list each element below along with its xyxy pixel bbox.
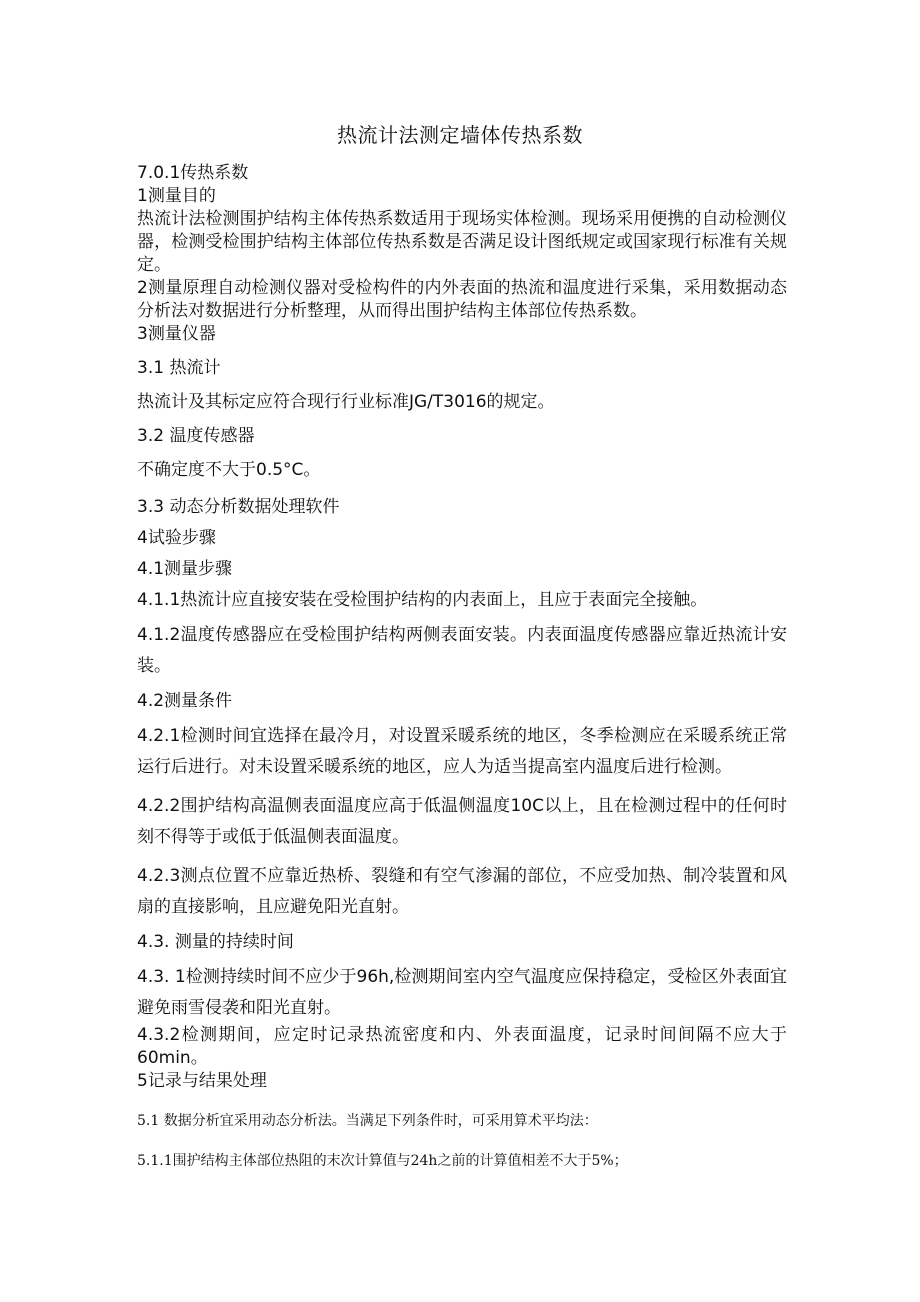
document-body	[137, 162, 787, 1171]
paragraph-2: 2测量原理自动检测仪器对受检构件的内外表面的热流和温度进行采集，采用数据动态分析法对数据进行分析整理，从而得出围护结构主体部位传热系数。	[137, 278, 787, 321]
paragraph-4: 4试验步骤	[137, 528, 216, 548]
paragraph-5-1: 5.1 数据分析宜采用动态分析法。当满足下列条件时，可采用算术平均法：	[137, 1113, 598, 1129]
paragraph-4-3: 4.3. 测量的持续时间	[137, 932, 294, 952]
paragraph-3-2: 3.2 温度传感器	[137, 426, 255, 446]
paragraph-4-2-2: 4.2.2围护结构高温侧表面温度应高于低温侧温度10C以上，且在检测过程中的任何时刻不得等于或低于低温侧表面温度。	[137, 796, 787, 847]
paragraph-3: 3测量仪器	[137, 324, 216, 344]
paragraph-5-1-1: 5.1.1围护结构主体部位热阻的末次计算值与24h之前的计算值相差不大于5%；	[137, 1153, 628, 1169]
paragraph-4-1: 4.1测量步骤	[137, 559, 233, 579]
paragraph-4-2: 4.2测量条件	[137, 691, 233, 711]
paragraph-4-2-3: 4.2.3测点位置不应靠近热桥、裂缝和有空气渗漏的部位，不应受加热、制冷装置和风扇的直接影响，且应避免阳光直射。	[137, 866, 787, 917]
paragraph-4-3-2: 4.3.2检测期间，应定时记录热流密度和内、外表面温度，记录时间间隔不应大于60min。	[137, 1025, 787, 1068]
paragraph-3-2-body: 不确定度不大于0.5°C。	[137, 460, 321, 480]
paragraph-3-1: 3.1 热流计	[137, 358, 221, 378]
paragraph-7-0-1: 7.0.1传热系数	[137, 163, 249, 183]
paragraph-1-body: 热流计法检测围护结构主体传热系数适用于现场实体检测。现场采用便携的自动检测仪器，检测受检围护结构主体部位传热系数是否满足设计图纸规定或国家现行标准有关规定。	[137, 209, 787, 275]
paragraph-3-1-body: 热流计及其标定应符合现行行业标准JG/T3016的规定。	[137, 392, 555, 412]
paragraph-4-3-1: 4.3. 1检测持续时间不应少于96h,检测期间室内空气温度应保持稳定，受检区外表面宜避免雨雪侵袭和阳光直射。	[137, 967, 787, 1018]
paragraph-4-1-2: 4.1.2温度传感器应在受检围护结构两侧表面安装。内表面温度传感器应靠近热流计安装。	[137, 625, 787, 676]
document-title: 热流计法测定墙体传热系数	[337, 123, 583, 147]
paragraph-1: 1测量目的	[137, 186, 216, 206]
paragraph-5: 5记录与结果处理	[137, 1071, 267, 1091]
paragraph-3-3: 3.3 动态分析数据处理软件	[137, 497, 340, 517]
paragraph-4-1-1: 4.1.1热流计应直接安装在受检围护结构的内表面上，且应于表面完全接触。	[137, 590, 708, 610]
paragraph-4-2-1: 4.2.1检测时间宜选择在最冷月，对设置采暖系统的地区，冬季检测应在采暖系统正常运行后进行。对未设置采暖系统的地区，应人为适当提高室内温度后进行检测。	[137, 726, 787, 777]
